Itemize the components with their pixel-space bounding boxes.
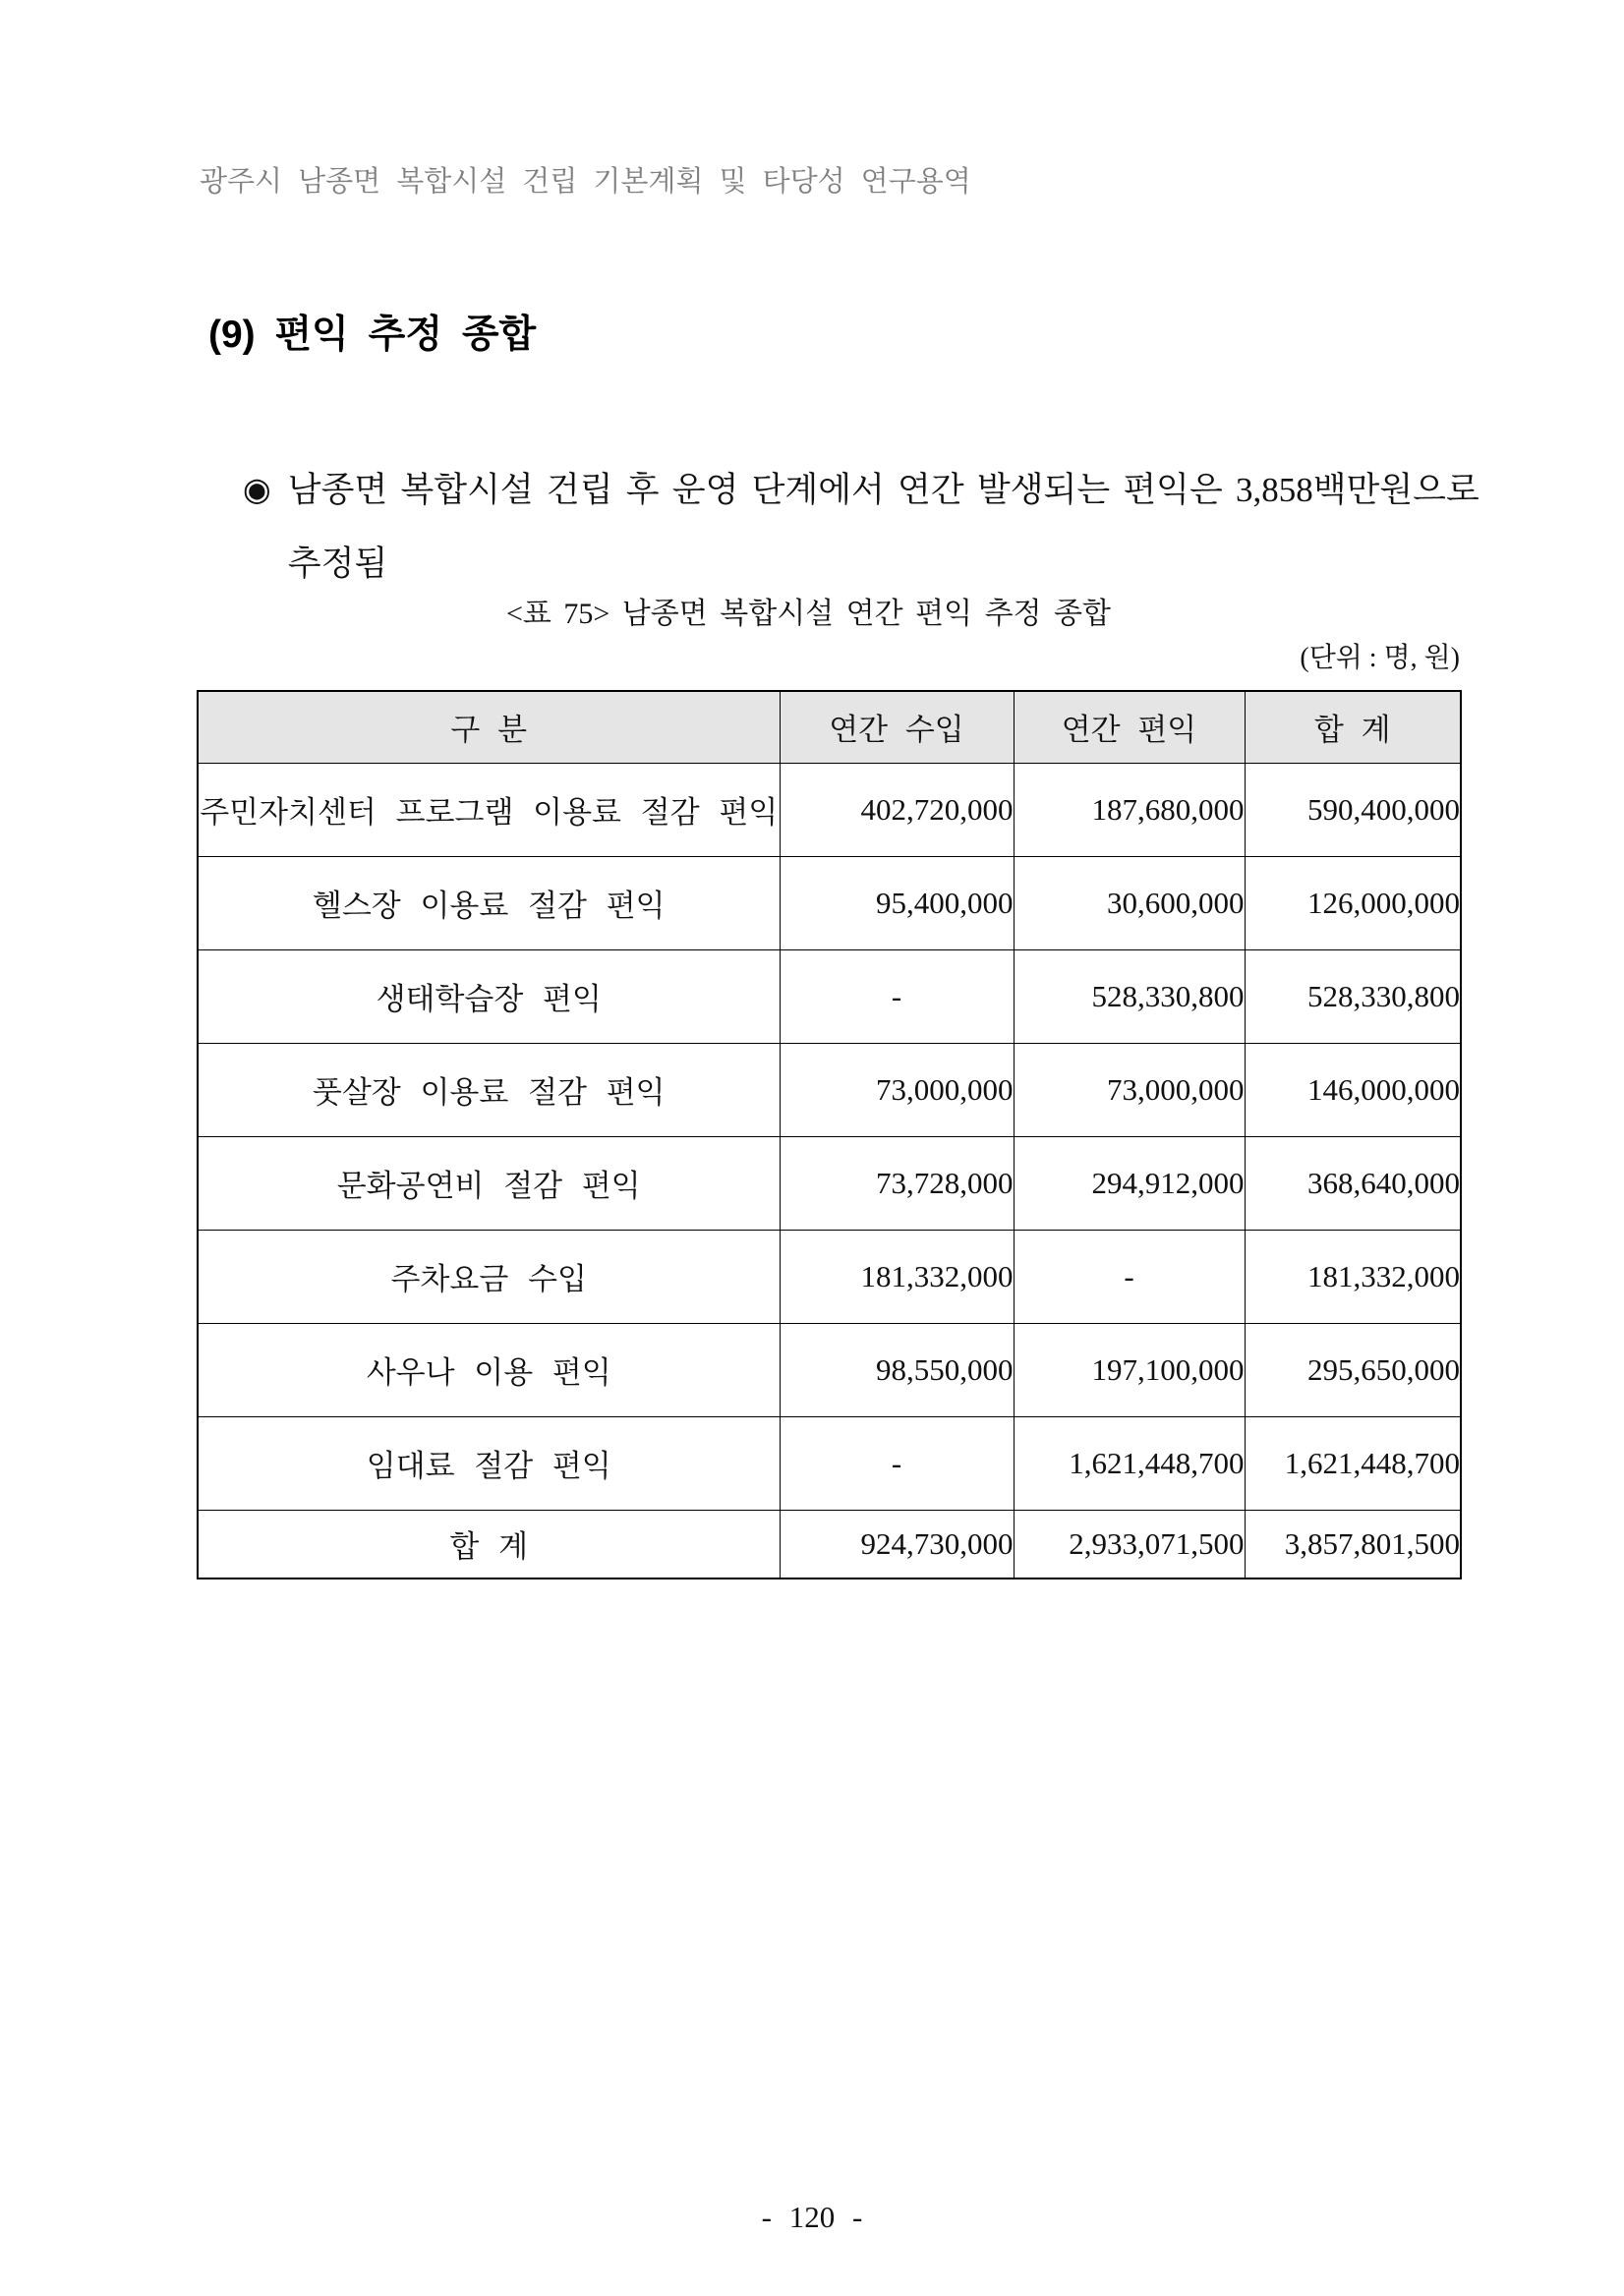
- cell-annual-benefit: -: [1014, 1230, 1245, 1323]
- cell-annual-income: 98,550,000: [780, 1323, 1014, 1416]
- column-header-category: 구 분: [198, 691, 780, 763]
- table-row: [198, 1043, 1461, 1136]
- cell-annual-benefit: 187,680,000: [1014, 763, 1245, 856]
- table-row: [198, 1230, 1461, 1323]
- row-label: 주민자치센터 프로그램 이용료 절감 편익: [198, 763, 780, 856]
- cell-annual-income: 73,728,000: [780, 1136, 1014, 1230]
- section-title: (9) 편익 추정 종합: [208, 314, 537, 356]
- page-number: - 120 -: [761, 2200, 863, 2234]
- cell-total: 528,330,800: [1245, 949, 1461, 1043]
- cell-total: 126,000,000: [1245, 856, 1461, 949]
- unit-note: (단위 : 명, 원): [1300, 643, 1460, 673]
- column-header-annual-benefit: 연간 편익: [1014, 691, 1245, 763]
- cell-annual-income: -: [780, 949, 1014, 1043]
- column-header-annual-income: 연간 수입: [780, 691, 1014, 763]
- cell-total: 181,332,000: [1245, 1230, 1461, 1323]
- cell-annual-benefit: 1,621,448,700: [1014, 1416, 1245, 1510]
- bullet-text-line2: 추정됨: [287, 545, 388, 583]
- row-label: 헬스장 이용료 절감 편익: [198, 856, 780, 949]
- cell-annual-benefit: 30,600,000: [1014, 856, 1245, 949]
- row-label: 문화공연비 절감 편익: [198, 1136, 780, 1230]
- column-header-total: 합 계: [1245, 691, 1461, 763]
- table-total-row: [198, 1510, 1461, 1578]
- cell-annual-income: 73,000,000: [780, 1043, 1014, 1136]
- cell-annual-benefit-total: 2,933,071,500: [1014, 1510, 1245, 1578]
- row-label: 사우나 이용 편익: [198, 1323, 780, 1416]
- table-row: [198, 1323, 1461, 1416]
- cell-annual-income: 181,332,000: [780, 1230, 1014, 1323]
- cell-total: 295,650,000: [1245, 1323, 1461, 1416]
- cell-annual-income-total: 924,730,000: [780, 1510, 1014, 1578]
- row-label: 임대료 절감 편익: [198, 1416, 780, 1510]
- table-row: [198, 949, 1461, 1043]
- fisheye-bullet-icon: ◉: [243, 473, 271, 508]
- row-label: 풋살장 이용료 절감 편익: [198, 1043, 780, 1136]
- row-label: 생태학습장 편익: [198, 949, 780, 1043]
- cell-total: 1,621,448,700: [1245, 1416, 1461, 1510]
- row-label-total: 합 계: [198, 1510, 780, 1578]
- cell-annual-income: 95,400,000: [780, 856, 1014, 949]
- cell-total: 590,400,000: [1245, 763, 1461, 856]
- table-row: [198, 1416, 1461, 1510]
- cell-total: 368,640,000: [1245, 1136, 1461, 1230]
- cell-annual-benefit: 197,100,000: [1014, 1323, 1245, 1416]
- cell-total: 146,000,000: [1245, 1043, 1461, 1136]
- cell-total-sum: 3,857,801,500: [1245, 1510, 1461, 1578]
- cell-annual-income: 402,720,000: [780, 763, 1014, 856]
- cell-annual-benefit: 528,330,800: [1014, 949, 1245, 1043]
- cell-annual-benefit: 294,912,000: [1014, 1136, 1245, 1230]
- bullet-item: [243, 469, 1479, 586]
- bullet-text-line1: 남종면 복합시설 건립 후 운영 단계에서 연간 발생되는 편익은 3,858백만원으로: [287, 471, 1479, 509]
- bullet-text: [288, 469, 1479, 586]
- cell-annual-benefit: 73,000,000: [1014, 1043, 1245, 1136]
- benefit-summary-table: [197, 690, 1462, 1579]
- running-header: 광주시 남종면 복합시설 건립 기본계획 및 타당성 연구용역: [200, 166, 971, 198]
- row-label: 주차요금 수입: [198, 1230, 780, 1323]
- cell-annual-income: -: [780, 1416, 1014, 1510]
- table-header-row: [198, 691, 1461, 763]
- table-row: [198, 763, 1461, 856]
- table-row: [198, 1136, 1461, 1230]
- table-row: [198, 856, 1461, 949]
- table-caption: <표 75> 남종면 복합시설 연간 편익 추정 종합: [505, 598, 1112, 630]
